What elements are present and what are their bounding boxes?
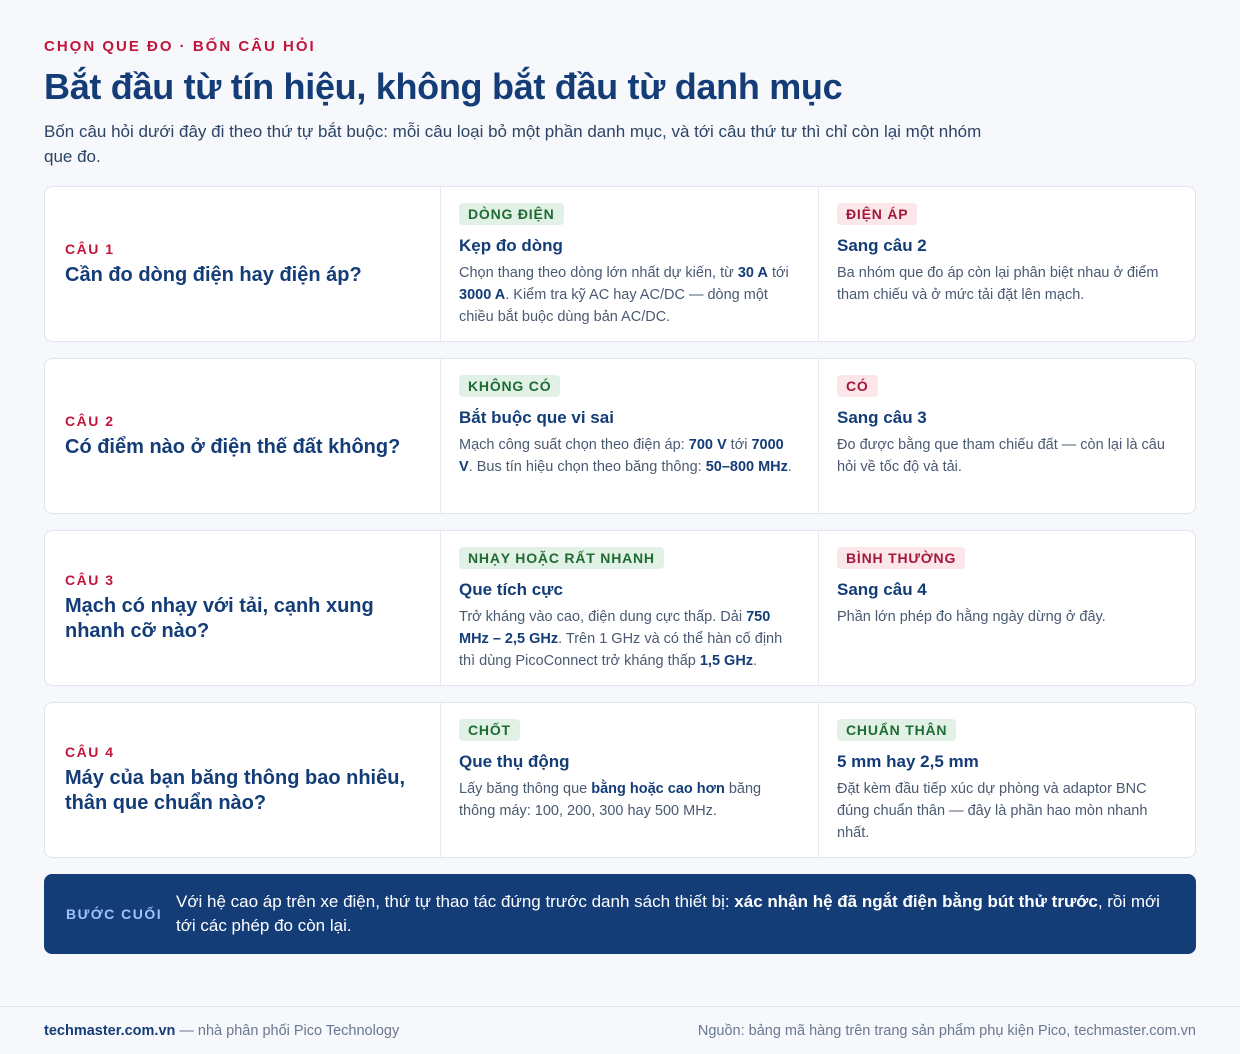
footer-brand-suffix: — nhà phân phối Pico Technology — [175, 1022, 400, 1039]
body-highlight: 50–800 MHz — [705, 459, 788, 475]
answer-tag: ĐIỆN ÁP — [837, 203, 917, 225]
body-text: Mạch công suất chọn theo điện áp: — [459, 437, 689, 453]
question-row — [44, 702, 1196, 858]
final-step-banner — [44, 874, 1196, 954]
page-title: Bắt đầu từ tín hiệu, không bắt đầu từ danh mục — [44, 66, 843, 107]
body-text: Lấy băng thông que — [459, 781, 592, 797]
answer-cell-a — [441, 359, 819, 513]
body-highlight: 1,5 GHz — [699, 653, 754, 669]
question-number: CÂU 2 — [65, 412, 115, 429]
final-text-highlight: xác nhận hệ đã ngắt điện bằng bút thử trước — [734, 892, 1098, 911]
body-text: Chọn thang theo dòng lớn nhất dự kiến, từ — [459, 265, 738, 281]
answer-body — [459, 434, 800, 478]
answer-cell-a — [441, 531, 819, 685]
question-number: CÂU 3 — [65, 572, 115, 588]
answer-tag: CHỐT — [459, 719, 520, 741]
question-cell — [45, 187, 441, 341]
intro-text: Bốn câu hỏi dưới đây đi theo thứ tự bắt buộc: mỗi câu loại bỏ một phần danh mục, và tới câu thứ tư thì chỉ còn lại một nhóm que đo. — [44, 122, 982, 166]
body-text: . Bus tín hiệu chọn theo băng thông: — [468, 459, 706, 475]
final-text-part: Với hệ cao áp trên xe điện, thứ tự thao tác đứng trước danh sách thiết bị: — [176, 892, 735, 911]
question-cell — [45, 703, 441, 857]
footer — [0, 1006, 1240, 1054]
answer-heading: Sang câu 3 — [837, 408, 927, 427]
kicker: CHỌN QUE ĐO · BỐN CÂU HỎI — [44, 38, 316, 55]
question-row — [44, 530, 1196, 686]
final-step-label: BƯỚC CUỐI — [66, 906, 163, 922]
answer-heading: Sang câu 2 — [837, 236, 927, 255]
question-text: Cần đo dòng điện hay điện áp? — [65, 263, 362, 286]
answer-cell-a — [441, 187, 819, 341]
answer-tag: NHẠY HOẶC RẤT NHANH — [459, 547, 664, 569]
body-text: tới — [767, 265, 789, 281]
body-text: Trở kháng vào cao, điện dung cực thấp. Dải — [459, 609, 747, 625]
question-number: CÂU 4 — [65, 744, 115, 760]
answer-tag: DÒNG ĐIỆN — [459, 203, 564, 225]
answer-cell-b — [819, 531, 1195, 685]
answer-heading: Kẹp đo dòng — [459, 236, 563, 255]
answer-tag: KHÔNG CÓ — [459, 375, 560, 397]
answer-tag: CÓ — [837, 375, 878, 397]
body-highlight: 750 MHz – 2,5 GHz — [459, 609, 771, 647]
answer-body — [459, 262, 800, 328]
question-number: CÂU 1 — [65, 240, 115, 257]
answer-heading: Sang câu 4 — [837, 580, 927, 599]
footer-source: Nguồn: bảng mã hàng trên trang sản phẩm phụ kiện Pico, techmaster.com.vn — [697, 1022, 1196, 1039]
answer-cell-b — [819, 359, 1195, 513]
body-text: . — [787, 459, 792, 475]
final-text-part: , rồi mới tới các phép đo còn lại. — [176, 892, 1160, 935]
question-list — [44, 186, 1196, 858]
answer-body: Đặt kèm đầu tiếp xúc dự phòng và adaptor BNC đúng chuẩn thân — đây là phần hao mòn nhanh nhất. — [837, 781, 1148, 841]
question-row — [44, 186, 1196, 342]
question-text: Máy của bạn băng thông bao nhiêu, thân que chuẩn nào? — [65, 767, 406, 814]
question-cell — [45, 531, 441, 685]
answer-cell-a — [441, 703, 819, 857]
answer-heading: 5 mm hay 2,5 mm — [837, 752, 979, 771]
body-text: băng thông máy: 100, 200, 300 hay 500 MHz. — [459, 781, 762, 819]
body-highlight: 30 A — [737, 265, 768, 281]
final-step-text — [176, 890, 1174, 938]
answer-body: Ba nhóm que đo áp còn lại phân biệt nhau ở điểm tham chiếu và ở mức tải đặt lên mạch. — [837, 265, 1159, 303]
answer-tag: CHUẨN THÂN — [837, 719, 956, 741]
answer-cell-b — [819, 187, 1195, 341]
body-highlight: 3000 A — [459, 287, 506, 303]
question-text: Mạch có nhạy với tải, cạnh xung nhanh cỡ nào? — [65, 595, 374, 642]
question-text: Có điểm nào ở điện thế đất không? — [65, 435, 401, 458]
answer-body — [459, 778, 800, 822]
body-highlight: 700 V — [688, 437, 727, 453]
answer-heading: Que tích cực — [459, 580, 563, 599]
body-text: . Trên 1 GHz và có thể hàn cố định thì dùng PicoConnect trở kháng thấp — [459, 631, 783, 669]
answer-body — [459, 606, 800, 672]
answer-heading: Bắt buộc que vi sai — [459, 408, 614, 427]
body-text: . Kiểm tra kỹ AC hay AC/DC — dòng một chiều bắt buộc dùng bản AC/DC. — [459, 287, 768, 325]
footer-brand: techmaster.com.vn — [44, 1022, 176, 1039]
body-text: tới — [726, 437, 752, 453]
question-cell — [45, 359, 441, 513]
question-row — [44, 358, 1196, 514]
body-text: . — [753, 653, 758, 669]
body-highlight: bằng hoặc cao hơn — [591, 781, 725, 797]
footer-brand-line — [44, 1023, 399, 1039]
answer-body: Phần lớn phép đo hằng ngày dừng ở đây. — [837, 609, 1106, 625]
answer-tag: BÌNH THƯỜNG — [837, 547, 965, 569]
answer-body: Đo được bằng que tham chiếu đất — còn lại là câu hỏi về tốc độ và tải. — [837, 437, 1165, 475]
body-highlight: 7000 V — [459, 437, 784, 475]
answer-heading: Que thụ động — [459, 752, 570, 771]
answer-cell-b — [819, 703, 1195, 857]
